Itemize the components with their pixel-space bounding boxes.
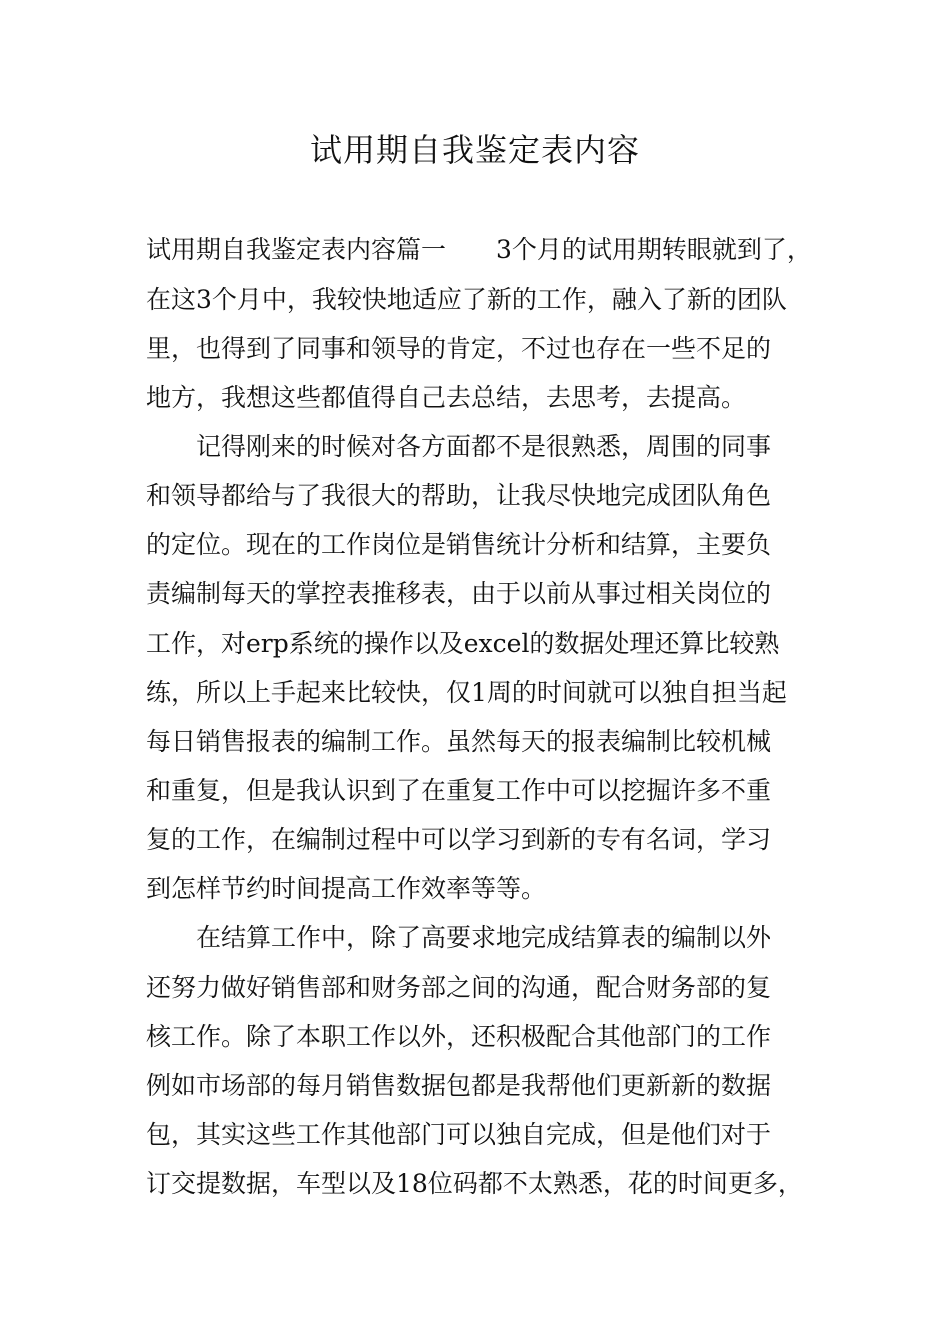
- body-line: 在结算工作中，除了高要求地完成结算表的编制以外: [146, 923, 772, 952]
- body-line: 和重复，但是我认识到了在重复工作中可以挖掘许多不重: [146, 776, 772, 805]
- body-line: 的定位。现在的工作岗位是销售统计分析和结算，主要负: [146, 530, 772, 559]
- body-line: 里，也得到了同事和领导的肯定，不过也存在一些不足的: [146, 334, 772, 363]
- body-line: 包，其实这些工作其他部门可以独自完成，但是他们对于: [146, 1120, 772, 1149]
- body-line: 记得刚来的时候对各方面都不是很熟悉，周围的同事: [146, 432, 772, 461]
- body-line: 例如市场部的每月销售数据包都是我帮他们更新新的数据: [146, 1071, 772, 1100]
- body-line: 每日销售报表的编制工作。虽然每天的报表编制比较机械: [146, 727, 772, 756]
- body-line: 在这3个月中，我较快地适应了新的工作，融入了新的团队: [146, 285, 787, 314]
- body-line: 地方，我想这些都值得自己去总结，去思考，去提高。: [146, 383, 747, 412]
- body-line: 订交提数据，车型以及18位码都不太熟悉，花的时间更多，: [146, 1169, 803, 1198]
- body-line: 复的工作，在编制过程中可以学习到新的专有名词，学习: [146, 825, 772, 854]
- body-line: 练，所以上手起来比较快，仅1周的时间就可以独自担当起: [146, 678, 787, 707]
- body-line: 试用期自我鉴定表内容篇一 3个月的试用期转眼就到了，: [146, 235, 812, 264]
- body-line: 核工作。除了本职工作以外，还积极配合其他部门的工作: [146, 1022, 772, 1051]
- body-line: 责编制每天的掌控表推移表，由于以前从事过相关岗位的: [146, 579, 772, 608]
- document-title: 试用期自我鉴定表内容: [309, 131, 640, 169]
- body-line: 工作，对erp系统的操作以及excel的数据处理还算比较熟: [146, 629, 780, 658]
- body-line: 到怎样节约时间提高工作效率等等。: [146, 874, 547, 903]
- body-line: 还努力做好销售部和财务部之间的沟通，配合财务部的复: [146, 973, 772, 1002]
- body-line: 和领导都给与了我很大的帮助，让我尽快地完成团队角色: [146, 481, 772, 510]
